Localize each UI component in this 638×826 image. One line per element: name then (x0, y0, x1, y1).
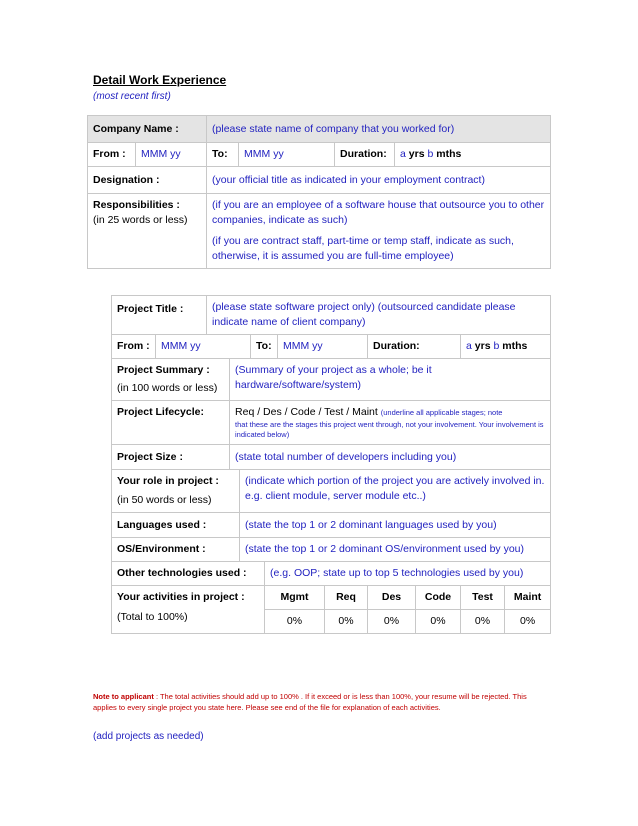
activity-value[interactable]: 0% (325, 610, 368, 634)
activities-sub: (Total to 100%) (117, 611, 188, 623)
project-role-cell (112, 470, 240, 513)
os-label: OS/Environment : (112, 538, 240, 562)
section-subheading: (most recent first) (93, 91, 171, 102)
project-title-value[interactable]: (please state software project only) (outsourced candidate please indicate name of client company) (207, 296, 551, 335)
project-role-label: Your role in project : (117, 475, 219, 487)
company-duration-label: Duration: (335, 143, 395, 167)
company-table (87, 115, 551, 269)
project-role-value[interactable]: (indicate which portion of the project you are actively involved in. e.g. client module, server module etc..) (240, 470, 551, 513)
designation-value[interactable]: (your official title as indicated in your employment contract) (207, 167, 551, 194)
project-from-label: From : (112, 335, 156, 359)
add-projects-hint: (add projects as needed) (93, 731, 204, 742)
project-to-value[interactable]: MMM yy (278, 335, 368, 359)
company-duration-value[interactable]: a yrs b mths (395, 143, 551, 167)
company-from-label: From : (88, 143, 136, 167)
technologies-value[interactable]: (e.g. OOP; state up to top 5 technologies used by you) (265, 562, 551, 586)
designation-label: Designation : (88, 167, 207, 194)
company-from-value[interactable]: MMM yy (136, 143, 207, 167)
project-title-label: Project Title : (112, 296, 207, 335)
note-label: Note to applicant (93, 692, 154, 701)
responsibilities-cell (88, 194, 207, 269)
note-text: : The total activities should add up to 100% . If it exceed or is less than 100%, your resume will be rejected. This applies to every single project you state here. Please see end of the file for explanation of each activities. (93, 692, 527, 712)
project-summary-label: Project Summary : (117, 364, 210, 376)
project-summary-sub: (in 100 words or less) (117, 382, 218, 394)
project-from-value[interactable]: MMM yy (156, 335, 251, 359)
activities-label: Your activities in project : (117, 591, 245, 603)
activity-value[interactable]: 0% (368, 610, 416, 634)
project-duration-value[interactable]: a yrs b mths (461, 335, 551, 359)
activities-cell (112, 586, 265, 634)
company-name-label: Company Name : (88, 116, 207, 143)
technologies-label: Other technologies used : (112, 562, 265, 586)
activity-value[interactable]: 0% (505, 610, 551, 634)
languages-value[interactable]: (state the top 1 or 2 dominant languages used by you) (240, 513, 551, 538)
project-table (111, 295, 551, 634)
project-lifecycle-label: Project Lifecycle: (112, 401, 230, 445)
os-value[interactable]: (state the top 1 or 2 dominant OS/environment used by you) (240, 538, 551, 562)
project-size-label: Project Size : (112, 445, 230, 470)
project-role-sub: (in 50 words or less) (117, 494, 212, 506)
activity-header: Des (368, 586, 416, 610)
activity-header: Req (325, 586, 368, 610)
section-heading: Detail Work Experience (93, 73, 227, 87)
responsibilities-label: Responsibilities : (93, 199, 180, 211)
project-summary-cell (112, 359, 230, 401)
activity-value[interactable]: 0% (265, 610, 325, 634)
activity-value[interactable]: 0% (416, 610, 461, 634)
project-summary-value[interactable]: (Summary of your project as a whole; be it hardware/software/system) (230, 359, 551, 401)
languages-label: Languages used : (112, 513, 240, 538)
activity-header: Maint (505, 586, 551, 610)
company-to-value[interactable]: MMM yy (239, 143, 335, 167)
activity-header: Test (461, 586, 505, 610)
project-to-label: To: (251, 335, 278, 359)
activity-header: Mgmt (265, 586, 325, 610)
responsibilities-sub: (in 25 words or less) (93, 214, 188, 226)
company-to-label: To: (207, 143, 239, 167)
responsibilities-value[interactable]: (if you are an employee of a software house that outsource you to other companies, indicate as such) (if you are contract staff, part-time or temp staff, indicate as such, otherwise, it is assumed you are full-time employee) (207, 194, 551, 269)
project-size-value[interactable]: (state total number of developers including you) (230, 445, 551, 470)
project-duration-label: Duration: (368, 335, 461, 359)
applicant-note (93, 691, 533, 713)
activity-value[interactable]: 0% (461, 610, 505, 634)
project-lifecycle-value[interactable]: Req / Des / Code / Test / Maint (underline all applicable stages; note that these are the stages this project went through, not your involvement. Your involvement is indicated below) (230, 401, 551, 445)
activity-header: Code (416, 586, 461, 610)
company-name-value[interactable]: (please state name of company that you worked for) (207, 116, 551, 143)
